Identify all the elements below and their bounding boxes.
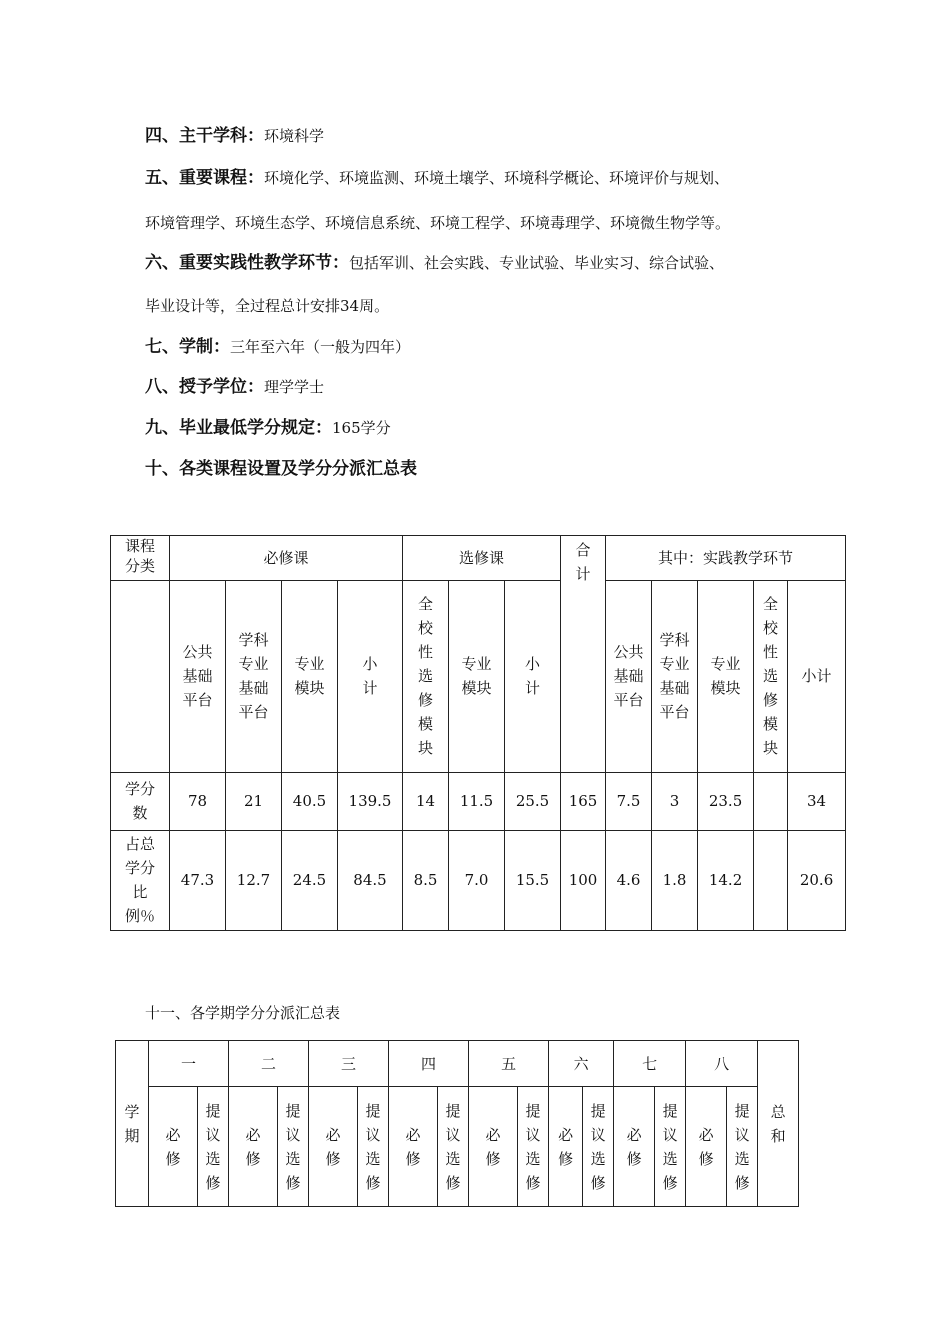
required-cell: [149, 1087, 198, 1207]
section-4-text: 环境科学: [264, 127, 325, 145]
sub-label-elective-major: 专业模块: [461, 654, 492, 697]
table-cell: 23.5: [698, 773, 754, 831]
section-8: [145, 376, 324, 398]
table-cell: [754, 773, 788, 831]
row-label-credits: [111, 773, 170, 831]
section-7: [145, 336, 410, 358]
required-cell: [309, 1087, 358, 1207]
sub-header-practice-major: [698, 581, 754, 773]
sub-label-elective-subtotal: 小计: [525, 654, 541, 697]
required-label: 必修: [558, 1125, 574, 1168]
section-9: [145, 417, 391, 439]
corner-label: 课程分类: [124, 537, 155, 575]
required-label: 必修: [245, 1125, 261, 1168]
elective-cell: [438, 1087, 469, 1207]
elective-label: 提议选修: [205, 1101, 221, 1192]
table-cell: 14.2: [698, 831, 754, 931]
sum-header: [758, 1041, 799, 1207]
required-cell: [389, 1087, 438, 1207]
table-cell: 47.3: [170, 831, 226, 931]
table-cell: 100: [561, 831, 606, 931]
elective-label: 提议选修: [734, 1101, 750, 1192]
semester-header-8: 八: [686, 1041, 758, 1087]
required-label: 必修: [485, 1125, 501, 1168]
section-10: [145, 458, 417, 480]
sub-header-campus-elective: [403, 581, 449, 773]
semester-header-6: 六: [549, 1041, 614, 1087]
sub-header-practice-subtotal: 小计: [788, 581, 846, 773]
section-5-text: 环境化学、环境监测、环境土壤学、环境科学概论、环境评价与规划、: [264, 169, 730, 187]
total-header: [561, 536, 606, 773]
sub-header-practice-discipline: [652, 581, 698, 773]
elective-label: 提议选修: [525, 1101, 541, 1192]
sub-header-subtotal: [338, 581, 403, 773]
semester-corner: [116, 1041, 149, 1207]
sub-header-elective-major: [449, 581, 505, 773]
section-6-text: 包括军训、社会实践、专业试验、毕业实习、综合试验、: [349, 254, 725, 272]
practice-group-header: 其中：实践教学环节: [606, 536, 846, 581]
table-cell: 12.7: [226, 831, 282, 931]
semester-credit-table: [115, 1040, 799, 1207]
elective-label: 提议选修: [445, 1101, 461, 1192]
sum-label: 总和: [770, 1102, 786, 1145]
section-9-text: 165学分: [332, 419, 391, 437]
section-6-label: 六、重要实践性教学环节：: [145, 253, 349, 273]
table-row-percent: [111, 831, 846, 931]
sub-label-discipline: 学科专业基础平台: [238, 630, 269, 721]
section-4: [145, 125, 324, 147]
sub-label-major: 专业模块: [294, 654, 325, 697]
sub-label-practice-public: 公共基础平台: [613, 642, 644, 709]
semester-header-5: 五: [469, 1041, 549, 1087]
sub-label-public: 公共基础平台: [182, 642, 213, 709]
table-cell: 24.5: [282, 831, 338, 931]
elective-label: 提议选修: [285, 1101, 301, 1192]
semester-header-2: 二: [229, 1041, 309, 1087]
elective-cell: [655, 1087, 686, 1207]
table-cell: 15.5: [505, 831, 561, 931]
table-cell: 4.6: [606, 831, 652, 931]
required-cell: [549, 1087, 583, 1207]
total-label: 合计: [575, 541, 591, 583]
section-7-label: 七、学制：: [145, 337, 230, 357]
row-label-percent: [111, 831, 170, 931]
percent-label: 占总学分比例％: [124, 834, 155, 925]
section-6-cont: 毕业设计等，全过程总计安排34周。: [145, 297, 390, 315]
required-label: 必修: [698, 1125, 714, 1168]
table-cell: 3: [652, 773, 698, 831]
semester-header-4: 四: [389, 1041, 469, 1087]
elective-label: 提议选修: [590, 1101, 606, 1192]
elective-cell: [198, 1087, 229, 1207]
table-cell: 165: [561, 773, 606, 831]
table-cell: 21: [226, 773, 282, 831]
table-cell: 84.5: [338, 831, 403, 931]
sub-header-practice-campus: [754, 581, 788, 773]
required-cell: [686, 1087, 727, 1207]
sub-header-public: [170, 581, 226, 773]
required-group-header: 必修课: [170, 536, 403, 581]
elective-cell: [278, 1087, 309, 1207]
sub-header-major: [282, 581, 338, 773]
section-5: [145, 167, 729, 189]
required-cell: [614, 1087, 655, 1207]
required-label: 必修: [165, 1125, 181, 1168]
section-5-label: 五、重要课程：: [145, 168, 264, 188]
section-8-label: 八、授予学位：: [145, 377, 264, 397]
elective-cell: [358, 1087, 389, 1207]
section-10-label: 十、各类课程设置及学分分派汇总表: [145, 459, 417, 479]
credits-label: 学分数: [124, 779, 155, 822]
table-cell: [754, 831, 788, 931]
sub-label-practice-discipline: 学科专业基础平台: [659, 630, 690, 721]
sub-header-elective-subtotal: [505, 581, 561, 773]
corner-cell: [111, 536, 170, 581]
required-cell: [469, 1087, 518, 1207]
required-label: 必修: [325, 1125, 341, 1168]
section-6: [145, 252, 724, 274]
section-7-text: 三年至六年（一般为四年）: [230, 338, 411, 356]
section-8-text: 理学学士: [264, 378, 325, 396]
semester-corner-label: 学期: [124, 1102, 140, 1145]
table-cell: 34: [788, 773, 846, 831]
table-cell: 7.0: [449, 831, 505, 931]
sub-label-campus-elective: 全校性选修模块: [418, 594, 434, 757]
elective-cell: [583, 1087, 614, 1207]
elective-group-header: 选修课: [403, 536, 561, 581]
table-cell: 78: [170, 773, 226, 831]
semester-header-1: 一: [149, 1041, 229, 1087]
sub-label-practice-campus: 全校性选修模块: [763, 594, 779, 757]
required-label: 必修: [405, 1125, 421, 1168]
table-cell: 40.5: [282, 773, 338, 831]
course-credit-table: [110, 535, 846, 931]
table-cell: 20.6: [788, 831, 846, 931]
elective-label: 提议选修: [365, 1101, 381, 1192]
section-11-label: 十一、各学期学分分派汇总表: [145, 1004, 341, 1022]
table-cell: 25.5: [505, 773, 561, 831]
section-9-label: 九、毕业最低学分规定：: [145, 418, 332, 438]
sub-header-discipline: [226, 581, 282, 773]
elective-cell: [518, 1087, 549, 1207]
table-cell: 8.5: [403, 831, 449, 931]
table-cell: 14: [403, 773, 449, 831]
sub-label-subtotal: 小计: [362, 654, 378, 697]
sub-header-practice-public: [606, 581, 652, 773]
elective-label: 提议选修: [662, 1101, 678, 1192]
section-4-label: 四、主干学科：: [145, 126, 264, 146]
semester-header-3: 三: [309, 1041, 389, 1087]
table-cell: 1.8: [652, 831, 698, 931]
table-cell: 7.5: [606, 773, 652, 831]
table-cell: 139.5: [338, 773, 403, 831]
section-5-cont: 环境管理学、环境生态学、环境信息系统、环境工程学、环境毒理学、环境微生物学等。: [145, 214, 731, 232]
required-cell: [229, 1087, 278, 1207]
blank-cell: [111, 581, 170, 773]
required-label: 必修: [626, 1125, 642, 1168]
table-cell: 11.5: [449, 773, 505, 831]
table-row-credits: [111, 773, 846, 831]
semester-header-7: 七: [614, 1041, 686, 1087]
sub-label-practice-major: 专业模块: [710, 654, 741, 697]
elective-cell: [727, 1087, 758, 1207]
